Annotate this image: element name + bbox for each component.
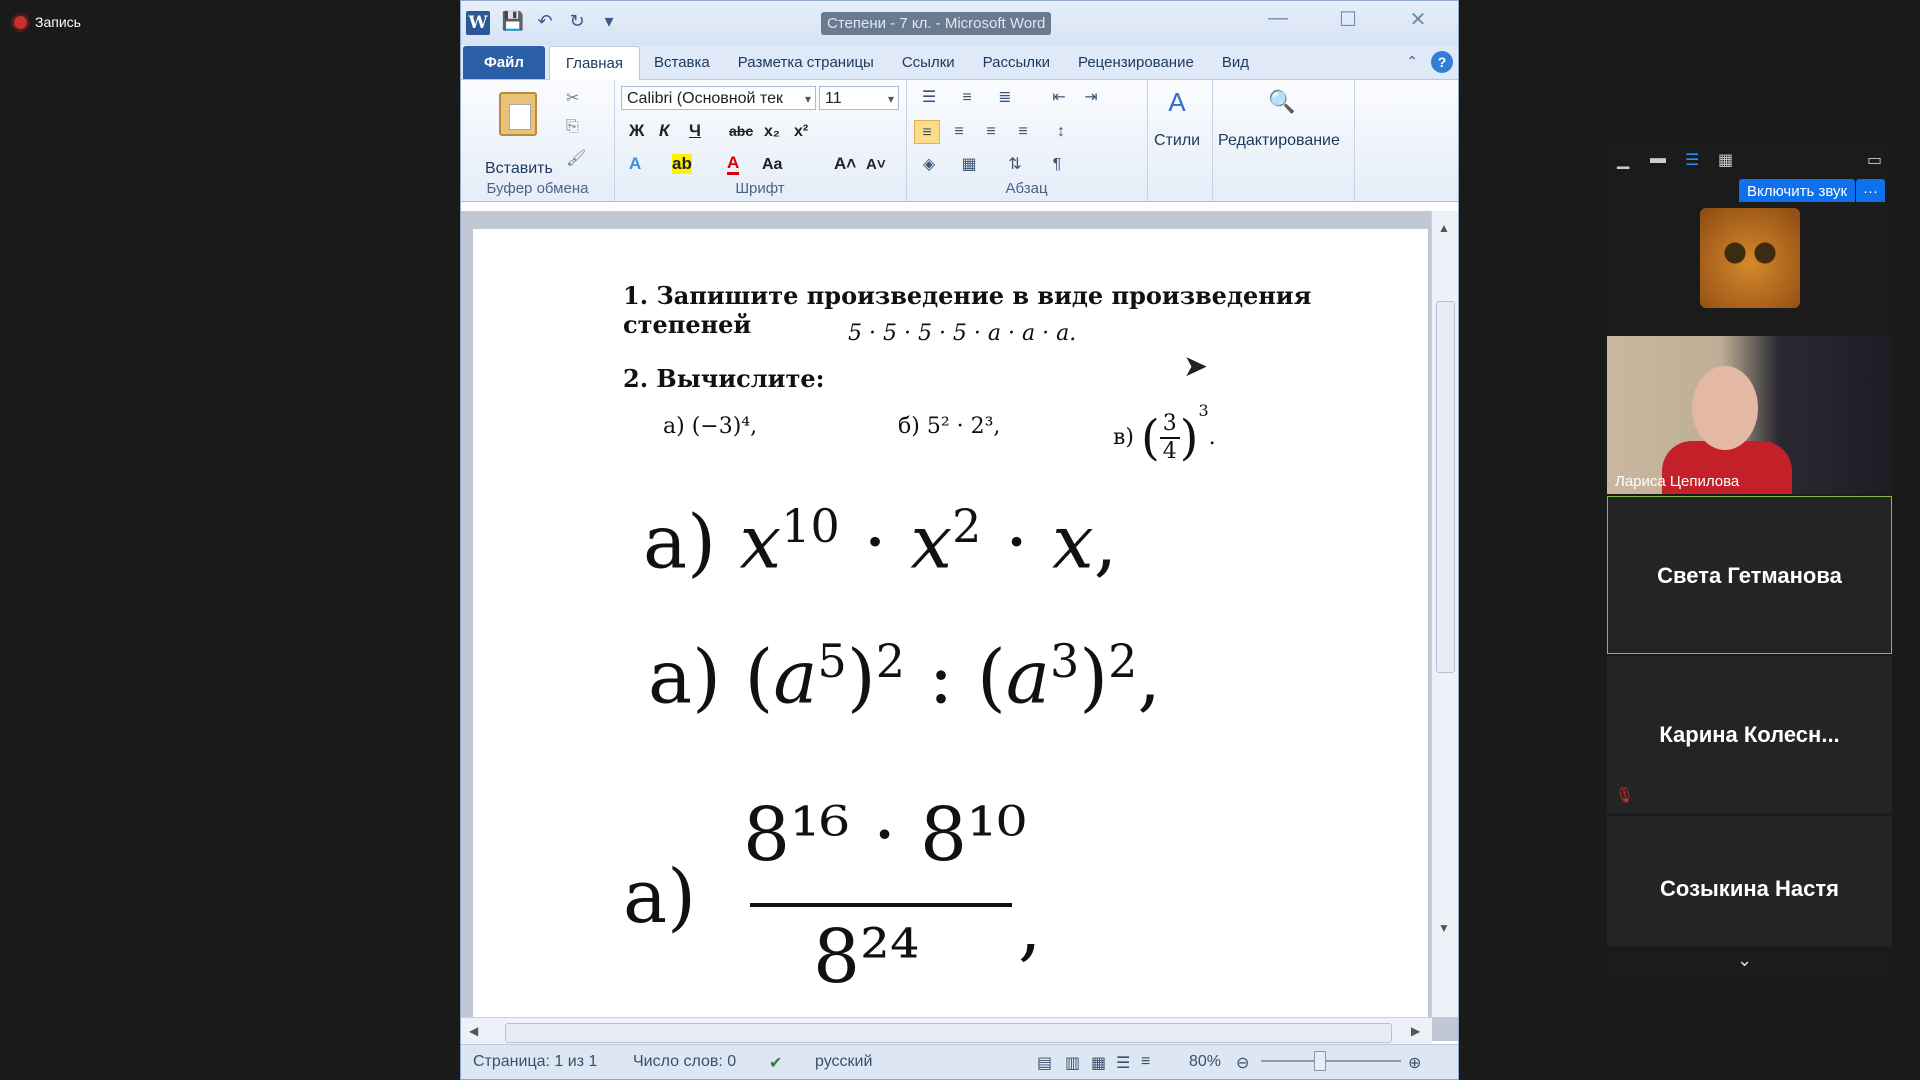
- styles-icon[interactable]: A: [1168, 87, 1186, 117]
- scroll-right-icon[interactable]: ▶: [1411, 1024, 1421, 1038]
- view-web-icon[interactable]: ▦: [1091, 1055, 1107, 1072]
- tab-review[interactable]: Рецензирование: [1077, 54, 1194, 71]
- tab-insert[interactable]: Вставка: [654, 54, 710, 71]
- layout-grid-icon[interactable]: ▦: [1718, 152, 1734, 169]
- document-area: [461, 211, 1458, 1041]
- question-2c: в) ( $\frac{3}{4}$ )$^3$.: [1113, 401, 1216, 466]
- expression-3-comma: ,: [1018, 884, 1042, 970]
- copy-icon[interactable]: ⎘: [566, 118, 579, 135]
- tab-mailings[interactable]: Рассылки: [982, 54, 1050, 71]
- subscript-button[interactable]: x₂: [764, 123, 781, 140]
- increase-indent-icon[interactable]: ⇥: [1084, 89, 1098, 106]
- bullets-icon[interactable]: ☰: [921, 89, 937, 106]
- expression-1: a) $x^{10} \cdot x^2 \cdot x$,: [643, 499, 1118, 586]
- expression-3-denominator: 8²⁴: [813, 914, 920, 1000]
- language[interactable]: русский: [815, 1053, 873, 1070]
- status-bar: [461, 1044, 1458, 1079]
- styles-label: Стили: [1154, 132, 1201, 149]
- numbering-icon[interactable]: ≡: [962, 89, 972, 106]
- shrink-font-icon[interactable]: A˅: [866, 156, 886, 173]
- participants-panel: [1607, 142, 1892, 980]
- undo-icon[interactable]: ↶: [537, 11, 553, 31]
- record-dot-icon: [14, 16, 27, 29]
- tab-home[interactable]: Главная: [549, 46, 640, 80]
- proofing-icon[interactable]: ✔: [769, 1055, 783, 1072]
- superscript-button[interactable]: x²: [794, 123, 809, 140]
- layout-strip-icon[interactable]: ☰: [1685, 152, 1700, 169]
- save-icon[interactable]: 💾: [501, 11, 525, 31]
- participant-avatar: [1700, 208, 1800, 308]
- scroll-left-icon[interactable]: ◀: [469, 1024, 479, 1038]
- bold-button[interactable]: Ж: [629, 121, 645, 140]
- justify-icon[interactable]: ≡: [1018, 123, 1028, 140]
- more-options-button[interactable]: ···: [1856, 179, 1885, 204]
- tab-references[interactable]: Ссылки: [901, 54, 955, 71]
- expression-3-numerator: 8¹⁶ · 8¹⁰: [743, 792, 1027, 878]
- font-group-label: Шрифт: [735, 180, 785, 197]
- question-2c-label: в): [1113, 425, 1134, 450]
- question-2a: а) (−3)⁴,: [663, 414, 758, 439]
- decrease-indent-icon[interactable]: ⇤: [1052, 89, 1066, 106]
- page-count[interactable]: Страница: 1 из 1: [473, 1053, 598, 1070]
- text-effects-icon[interactable]: A: [629, 154, 642, 173]
- view-print-layout-icon[interactable]: ▤: [1037, 1055, 1053, 1072]
- clipboard-group: [461, 80, 615, 201]
- expression-1-label: a): [643, 499, 716, 586]
- editing-label: Редактирование: [1218, 132, 1340, 149]
- ribbon-tabs: [461, 45, 1458, 80]
- mouse-pointer-icon: ➤: [1183, 350, 1209, 383]
- question-2-title: 2. Вычислите:: [623, 364, 825, 393]
- word-count[interactable]: Число слов: 0: [633, 1053, 737, 1070]
- align-center-icon[interactable]: ≡: [954, 123, 964, 140]
- collapse-ribbon-icon[interactable]: ⌃: [1406, 53, 1418, 69]
- align-left-icon[interactable]: ≡: [914, 120, 940, 144]
- strikethrough-button[interactable]: abc: [729, 123, 754, 139]
- expression-3-label: a): [623, 854, 696, 940]
- scroll-down-icon[interactable]: ▼: [1438, 921, 1450, 935]
- vertical-scroll-thumb[interactable]: [1436, 301, 1455, 673]
- change-case-button[interactable]: Aa: [762, 156, 783, 173]
- customize-qat-icon[interactable]: ▾: [604, 11, 614, 31]
- vertical-scrollbar[interactable]: [1431, 211, 1458, 1017]
- paragraph-group: [906, 80, 1148, 201]
- popout-icon[interactable]: ▭: [1867, 152, 1883, 169]
- editing-group[interactable]: [1212, 80, 1355, 201]
- paragraph-group-label: Абзац: [1005, 180, 1048, 197]
- close-icon[interactable]: ✕: [1409, 9, 1427, 31]
- question-1-title: 1. Запишите произведение в виде произведения степеней: [623, 281, 1312, 339]
- participant-name: Света Гетманова: [1657, 563, 1842, 588]
- expression-2-label: a): [648, 634, 721, 721]
- paste-icon[interactable]: [499, 92, 537, 136]
- question-2b: б) 5² · 2³,: [898, 414, 1001, 439]
- highlight-icon[interactable]: ab: [672, 154, 692, 173]
- paste-button[interactable]: Вставить: [485, 160, 553, 177]
- align-right-icon[interactable]: ≡: [986, 123, 996, 140]
- italic-button[interactable]: К: [659, 121, 670, 140]
- question-1-expression: 5 · 5 · 5 · 5 · a · a · a.: [848, 321, 1077, 346]
- tab-view[interactable]: Вид: [1221, 54, 1249, 71]
- document-page[interactable]: [473, 229, 1428, 1041]
- tab-file[interactable]: Файл: [463, 46, 545, 79]
- word-window: [460, 0, 1459, 1080]
- window-title: Степени - 7 кл. - Microsoft Word: [821, 12, 1051, 35]
- fraction-bar: [750, 903, 1012, 907]
- font-group: [614, 80, 907, 201]
- fraction-denominator: 4: [1162, 439, 1177, 464]
- zoom-slider-thumb[interactable]: [1314, 1051, 1326, 1071]
- font-color-icon[interactable]: A: [727, 154, 739, 175]
- show-marks-icon[interactable]: ¶: [1052, 156, 1062, 173]
- grow-font-icon[interactable]: A˄: [834, 154, 857, 173]
- maximize-icon[interactable]: ☐: [1339, 9, 1357, 31]
- recording-label: Запись: [35, 14, 81, 30]
- help-icon[interactable]: ?: [1431, 51, 1453, 73]
- underline-button[interactable]: Ч: [689, 121, 701, 140]
- chevron-down-icon[interactable]: ⌄: [1737, 950, 1753, 970]
- muted-mic-icon: 🎙: [1615, 787, 1635, 804]
- fraction-numerator: 3: [1160, 411, 1180, 439]
- view-reading-icon[interactable]: ▥: [1065, 1055, 1081, 1072]
- zoom-level[interactable]: 80%: [1189, 1053, 1222, 1070]
- word-logo-icon[interactable]: W: [466, 11, 490, 35]
- fraction-exponent: 3: [1198, 401, 1209, 420]
- unmute-button[interactable]: Включить звук: [1739, 179, 1855, 204]
- minimize-icon[interactable]: —: [1268, 7, 1288, 29]
- multilevel-list-icon[interactable]: ≣: [998, 89, 1012, 106]
- zoom-slider[interactable]: [1261, 1060, 1401, 1062]
- recording-indicator[interactable]: [14, 14, 81, 30]
- quick-access-toolbar: [501, 11, 621, 32]
- styles-group[interactable]: [1147, 80, 1213, 201]
- find-binoculars-icon[interactable]: 🔍: [1268, 89, 1296, 114]
- participant-name: Созыкина Настя: [1660, 876, 1839, 901]
- horizontal-scroll-thumb[interactable]: [505, 1023, 1392, 1043]
- ribbon: [461, 80, 1458, 202]
- format-painter-icon[interactable]: 🖌: [566, 150, 587, 167]
- participant-name: Карина Колесн...: [1659, 722, 1840, 747]
- borders-icon[interactable]: ▦: [961, 156, 977, 173]
- participant-video: [1607, 336, 1892, 494]
- participant-tile[interactable]: [1607, 656, 1892, 814]
- font-size-select[interactable]: 11 ▾: [819, 86, 899, 110]
- participant-name: Лариса Цепилова: [1615, 473, 1740, 490]
- cut-icon[interactable]: ✂: [566, 90, 580, 107]
- zoom-out-icon[interactable]: ⊖: [1236, 1055, 1250, 1072]
- view-outline-icon[interactable]: ☰: [1116, 1055, 1131, 1072]
- view-draft-icon[interactable]: ≡: [1141, 1053, 1151, 1070]
- shading-icon[interactable]: ◈: [922, 156, 936, 173]
- tab-layout[interactable]: Разметка страницы: [737, 54, 874, 71]
- redo-icon[interactable]: ↻: [569, 11, 585, 31]
- expression-2: a) $(a^5)^2$ : $(a^3)^2$,: [648, 634, 1161, 721]
- layout-single-icon[interactable]: ▬: [1650, 150, 1666, 167]
- clipboard-group-label: Буфер обмена: [486, 180, 589, 197]
- participant-tile[interactable]: [1607, 336, 1892, 494]
- minimize-panel-icon[interactable]: ▁: [1617, 152, 1630, 169]
- font-family-select[interactable]: Calibri (Основной тек ▾: [621, 86, 816, 110]
- panel-toolbar: [1607, 142, 1892, 202]
- zoom-in-icon[interactable]: ⊕: [1408, 1055, 1422, 1072]
- title-bar: [461, 1, 1458, 45]
- line-spacing-icon[interactable]: ↕: [1057, 123, 1065, 140]
- sort-icon[interactable]: ⇅: [1008, 156, 1022, 173]
- participant-tile[interactable]: [1607, 496, 1892, 654]
- scroll-up-icon[interactable]: ▲: [1438, 221, 1450, 235]
- participant-tile[interactable]: [1607, 816, 1892, 946]
